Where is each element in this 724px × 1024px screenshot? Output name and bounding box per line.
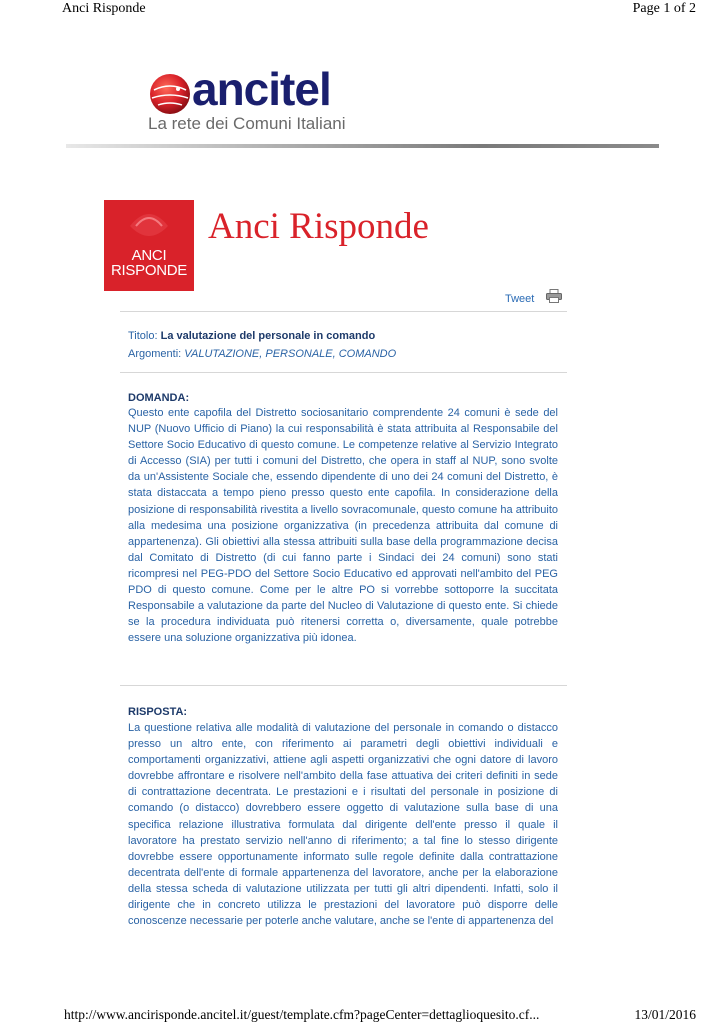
topics-label: Argomenti: xyxy=(128,348,182,360)
anci-risponde-title: Anci Risponde xyxy=(208,206,429,247)
meta-title-row xyxy=(128,330,375,342)
printer-icon[interactable] xyxy=(546,289,562,303)
question-title: La valutazione del personale in comando xyxy=(160,330,376,342)
anci-emblem-icon xyxy=(126,206,172,244)
question-text: Questo ente capofila del Distretto sociosanitario comprendente 24 comuni è sede del NUP (Nuovo Ufficio di Piano) la cui responsabilità è stata attribuita al Responsabile del Settore Socio Educativo di questo comune. Le competenze relative al Servizio Integrato di Accesso (SIA) per tutti i comuni del Distretto, che opera in staff al NUP, sono svolte da un'Assistente Sociale che, essendo dipendente di uno dei 24 comuni del Distretto, è stata distaccata a tempo pieno presso questo ente capofila. In considerazione della posizione di responsabilità rivestita a livello sovracomunale, questo comune ha attribuito alla medesima una posizione organizzativa (in precedenza attribuita dal comune di appartenenza). Gli obiettivi alla stessa attribuiti sulla base della programmazione decisa dal Comitato di Distretto (di cui fanno parte i Sindaci dei 24 comuni) sono stati ricompresi nel PEG-PDO del Settore Socio Educativo ed approvati nell'ambito del PEG PDO di questo comune. Come per le altre PO si vorrebbe sottoporre la succitata Responsabile a valutazione da parte del Nucleo di Valutazione di questo ente. Si chiede se la procedura individuata può ritenersi corretta o, diversamente, quale potrebbe essere una soluzione organizzativa più idonea. xyxy=(128,407,558,645)
header-divider xyxy=(66,144,659,148)
ancitel-logo[interactable] xyxy=(148,63,358,140)
globe-icon xyxy=(148,72,192,116)
badge-line-risponde: RISPONDE xyxy=(111,262,187,279)
meta-topics-row xyxy=(128,348,396,360)
topics-value: VALUTAZIONE, PERSONALE, COMANDO xyxy=(184,348,397,360)
answer-heading: RISPOSTA: xyxy=(128,706,188,718)
ancitel-tagline: La rete dei Comuni Italiani xyxy=(148,114,346,133)
anci-risponde-badge[interactable] xyxy=(104,200,194,291)
divider xyxy=(120,372,567,373)
divider xyxy=(120,311,567,312)
footer-date: 13/01/2016 xyxy=(634,1007,696,1022)
badge-line-anci: ANCI xyxy=(131,247,167,264)
question-heading: DOMANDA: xyxy=(128,392,190,404)
ancitel-wordmark: ancitel xyxy=(192,63,331,115)
print-page-number: Page 1 of 2 xyxy=(632,1,696,16)
print-header-title: Anci Risponde xyxy=(62,1,146,16)
footer-url: http://www.ancirisponde.ancitel.it/guest/template.cfm?pageCenter=dettaglioquesito.cf... xyxy=(64,1007,540,1022)
divider xyxy=(120,685,567,686)
badge-text xyxy=(104,248,194,278)
tweet-link[interactable]: Tweet xyxy=(505,293,535,305)
title-label: Titolo: xyxy=(128,330,158,342)
answer-text: La questione relativa alle modalità di valutazione del personale in comando o distacco presso un altro ente, con riferimento ai parametri degli obiettivi individuali e comportamenti organizzativi, attiene agli aspetti organizzativi che ogni datore di lavoro dovrebbe affrontare e risolvere nell'ambito della fase attuativa dei criteri definiti in sede di contrattazione decentrata. Le prestazioni e i risultati del personale in posizione di comando (o distacco) dovrebbero essere oggetto di valutazione sulla base di una specifica relazione illustrativa formulata dal dirigente dell'ente presso il quale il lavoratore ha prestato servizio nell'anno di riferimento; a tal fine lo stesso dirigente dovrebbe essere opportunamente informato sulle regole definite dalla contrattazione decentrata dell'ente di formale appartenenza del lavoratore, anche per la elaborazione della stessa scheda di valutazione utilizzata per tutti gli altri dipendenti. Infatti, solo il dirigente che in concreto utilizza le prestazioni del lavoratore può disporre delle conoscenze necessarie per poterle anche valutare, anche se l'ente di appartenenza del xyxy=(128,722,558,928)
